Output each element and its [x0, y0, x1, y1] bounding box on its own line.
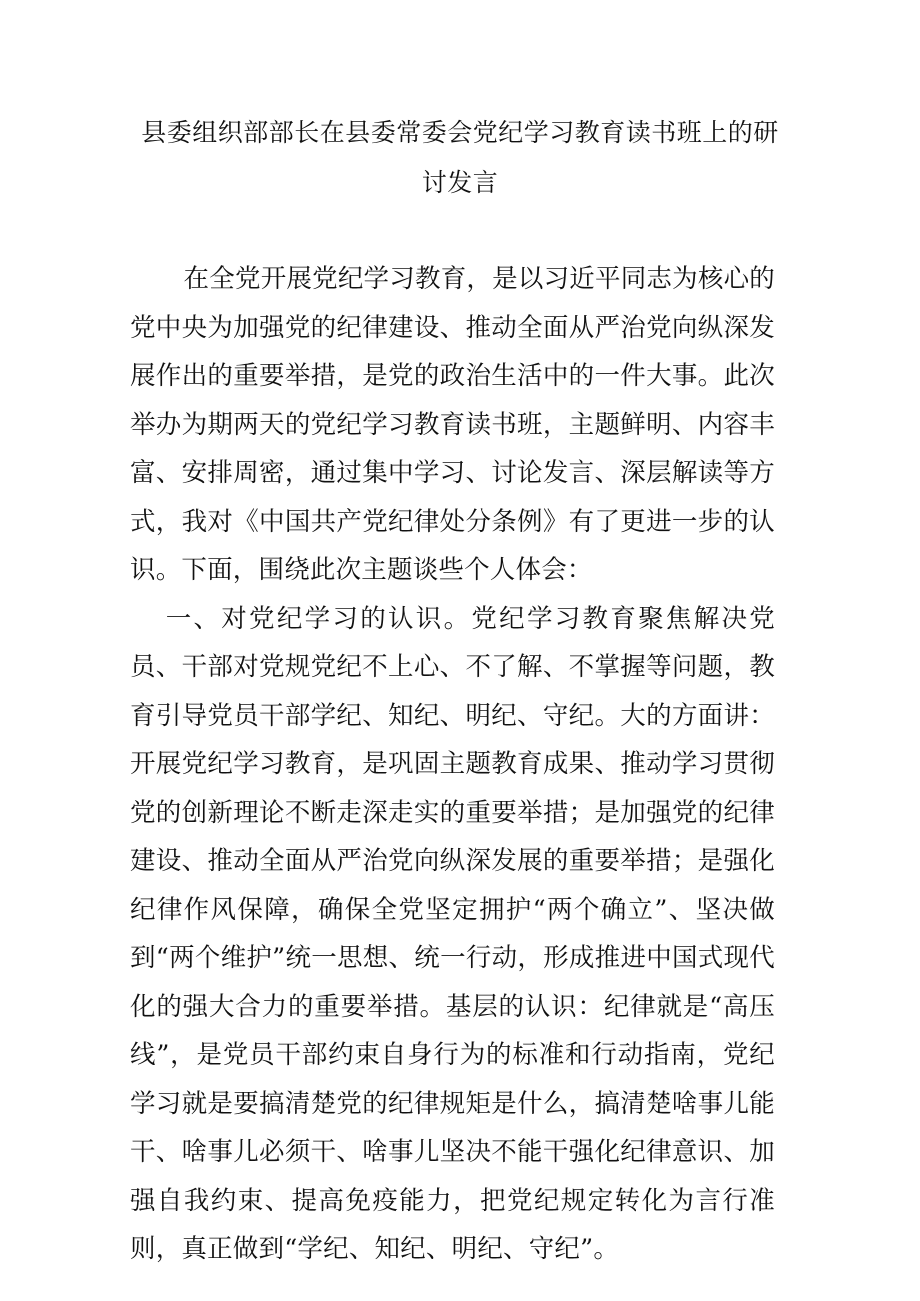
paragraph-section-one: 一、对党纪学习的认识。党纪学习教育聚焦解决党员、干部对党规党纪不上心、不了解、不掌握等问题，教育引导党员干部学纪、知纪、明纪、守纪。大的方面讲：开展党纪学习教育，是巩固主题教育成果、推动学习贯彻党的创新理论不断走深走实的重要举措；是加强党的纪律建设、推动全面从严治党向纵深发展的重要举措；是强化纪律作风保障，确保全党坚定拥护“两个确立”、坚决做到“两个维护”统一思想、统一行动，形成推进中国式现代化的强大合力的重要举措。基层的认识：纪律就是“高压线”，是党员干部约束自身行为的标准和行动指南，党纪学习就是要搞清楚党的纪律规矩是什么，搞清楚啥事儿能干、啥事儿必须干、啥事儿坚决不能干强化纪律意识、加强自我约束、提高免疫能力，把党纪规定转化为言行准则，真正做到“学纪、知纪、明纪、守纪”。: [130, 603, 775, 1264]
title-line-2: 讨发言: [421, 168, 499, 197]
document-body: [130, 255, 775, 1274]
document-title: [130, 108, 790, 208]
paragraph-intro: 在全党开展党纪学习教育，是以习近平同志为核心的党中央为加强党的纪律建设、推动全面从严治党向纵深发展作出的重要举措，是党的政治生活中的一件大事。此次举办为期两天的党纪学习教育读书班，主题鲜明、内容丰富、安排周密，通过集中学习、讨论发言、深层解读等方式，我对《中国共产党纪律处分条例》有了更进一步的认识。下面，围绕此次主题谈些个人体会：: [130, 264, 775, 585]
title-line-1: 县委组织部部长在县委常委会党纪学习教育读书班上的研: [141, 118, 779, 147]
